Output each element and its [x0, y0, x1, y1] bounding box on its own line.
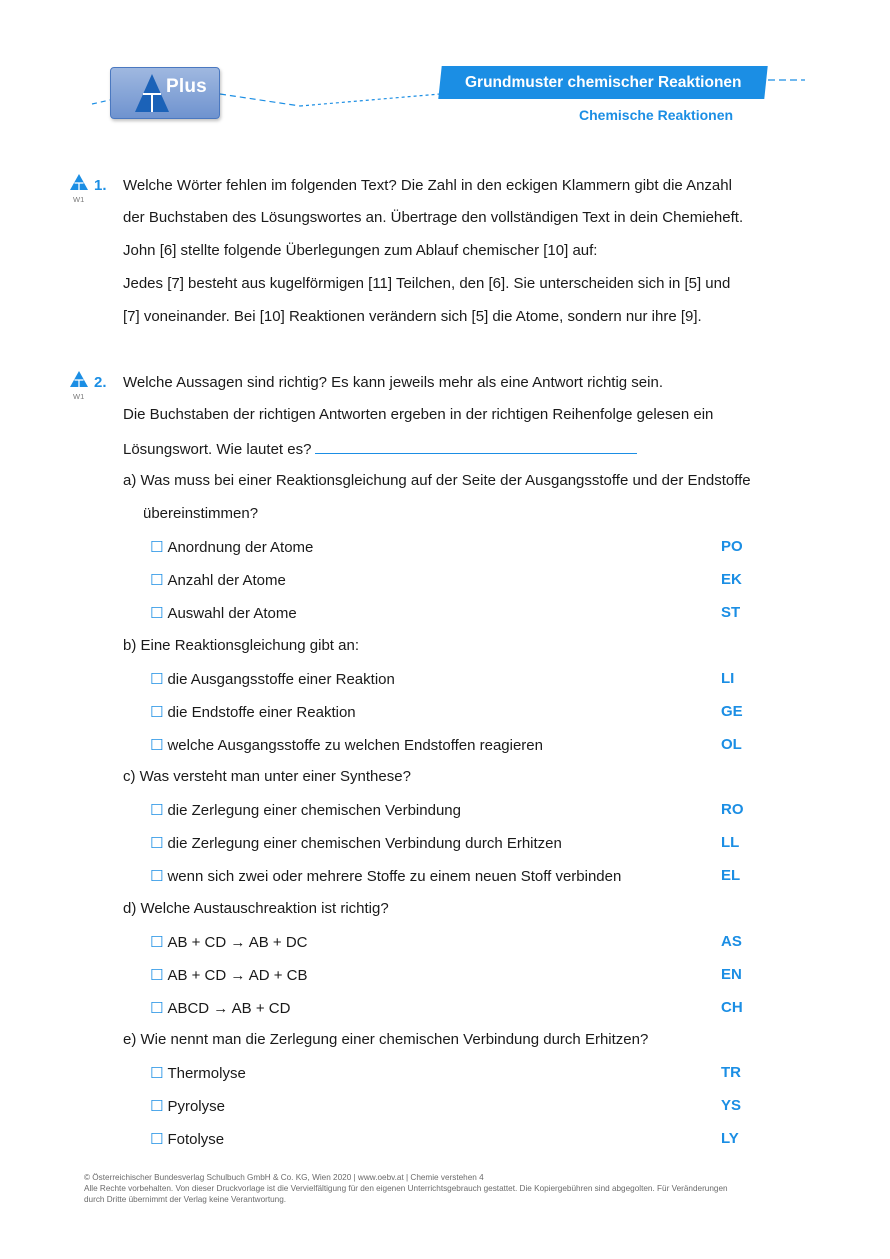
- solution-word-blank[interactable]: [315, 439, 637, 454]
- footer-disclaimer: durch Dritte übernimmt der Verlag keine Verantwortung.: [84, 1195, 287, 1204]
- answer-option[interactable]: [150, 1130, 224, 1148]
- question-e: e) Wie nennt man die Zerlegung einer chemischen Verbindung durch Erhitzen?: [123, 1031, 649, 1048]
- answer-code: YS: [721, 1097, 742, 1114]
- answer-text: ABCD → AB + CD: [167, 1000, 291, 1017]
- answer-option[interactable]: [150, 670, 395, 688]
- answer-text: Pyrolyse: [167, 1098, 225, 1115]
- checkbox-icon[interactable]: ☐: [150, 934, 164, 951]
- answer-code: ST: [721, 604, 741, 621]
- task-level-icon: [69, 370, 89, 388]
- footer-rights: Alle Rechte vorbehalten. Von dieser Druckvorlage ist die Vervielfältigung für den eigenen Unterrichtsgebrauch gestattet. Die Kopiergebühren sind abgegolten. Für Veränderungen: [84, 1184, 728, 1193]
- checkbox-icon[interactable]: ☐: [150, 572, 164, 589]
- task-number: 2.: [94, 374, 107, 391]
- answer-text: Auswahl der Atome: [167, 605, 297, 622]
- checkbox-icon[interactable]: ☐: [150, 539, 164, 556]
- task-text-line: Die Buchstaben der richtigen Antworten ergeben in der richtigen Reihenfolge gelesen ein: [123, 406, 714, 423]
- task-text-line: der Buchstaben des Lösungswortes an. Übertrage den vollständigen Text in dein Chemieheft.: [123, 209, 744, 226]
- answer-text: die Zerlegung einer chemischen Verbindung: [167, 802, 461, 819]
- answer-text: wenn sich zwei oder mehrere Stoffe zu einem neuen Stoff verbinden: [167, 868, 622, 885]
- task-level: W1: [73, 392, 85, 401]
- answer-text: die Zerlegung einer chemischen Verbindung durch Erhitzen: [167, 835, 562, 852]
- question-d: d) Welche Austauschreaktion ist richtig?: [123, 900, 389, 917]
- answer-option[interactable]: [150, 571, 286, 589]
- answer-option[interactable]: [150, 703, 356, 721]
- answer-text: Anzahl der Atome: [167, 572, 286, 589]
- answer-text: die Endstoffe einer Reaktion: [167, 704, 356, 721]
- answer-text: Thermolyse: [167, 1065, 246, 1082]
- answer-option[interactable]: [150, 867, 621, 885]
- answer-code: AS: [721, 933, 742, 950]
- task-level: W1: [73, 195, 85, 204]
- answer-text: Fotolyse: [167, 1131, 225, 1148]
- answer-text: welche Ausgangsstoffe zu welchen Endstoffen reagieren: [167, 737, 543, 754]
- checkbox-icon[interactable]: ☐: [150, 671, 164, 688]
- answer-option[interactable]: [150, 1097, 225, 1115]
- checkbox-icon[interactable]: ☐: [150, 1098, 164, 1115]
- answer-option[interactable]: [150, 999, 290, 1017]
- plus-logo: [110, 67, 220, 119]
- footer: [84, 1172, 804, 1205]
- answer-option[interactable]: [150, 834, 562, 852]
- answer-option[interactable]: [150, 538, 313, 556]
- answer-option[interactable]: [150, 736, 543, 754]
- task-text-line: John [6] stellte folgende Überlegungen zum Ablauf chemischer [10] auf:: [123, 242, 598, 259]
- answer-text: AB + CD → AD + CB: [167, 967, 308, 984]
- answer-code: PO: [721, 538, 743, 555]
- checkbox-icon[interactable]: ☐: [150, 835, 164, 852]
- answer-code: LY: [721, 1130, 739, 1147]
- question-a: a) Was muss bei einer Reaktionsgleichung auf der Seite der Ausgangsstoffe und der Endstoffe: [123, 472, 751, 489]
- checkbox-icon[interactable]: ☐: [150, 868, 164, 885]
- chapter-title: Grundmuster chemischer Reaktionen: [464, 74, 742, 91]
- answer-code: RO: [721, 801, 744, 818]
- answer-code: EL: [721, 867, 741, 884]
- answer-option[interactable]: [150, 966, 308, 984]
- checkbox-icon[interactable]: ☐: [150, 737, 164, 754]
- answer-code: EN: [721, 966, 742, 983]
- question-b: b) Eine Reaktionsgleichung gibt an:: [123, 637, 359, 654]
- answer-option[interactable]: [150, 1064, 246, 1082]
- answer-code: LL: [721, 834, 740, 851]
- answer-text: Anordnung der Atome: [167, 539, 314, 556]
- task-level-icon: [69, 173, 89, 191]
- answer-text: AB + CD → AB + DC: [167, 934, 308, 951]
- chapter-subtitle: Chemische Reaktionen: [579, 107, 734, 123]
- answer-text: die Ausgangsstoffe einer Reaktion: [167, 671, 395, 688]
- answer-code: TR: [721, 1064, 741, 1081]
- task-text-line: Welche Wörter fehlen im folgenden Text? Die Zahl in den eckigen Klammern gibt die Anzahl: [123, 177, 732, 194]
- task-text-line: Jedes [7] besteht aus kugelförmigen [11] Teilchen, den [6]. Sie unterscheiden sich in [5] und: [123, 275, 731, 292]
- plus-logo-text: Plus: [166, 76, 207, 97]
- task-text-line: [7] voneinander. Bei [10] Reaktionen verändern sich [5] die Atome, sondern nur ihre [9].: [123, 308, 702, 325]
- checkbox-icon[interactable]: ☐: [150, 802, 164, 819]
- checkbox-icon[interactable]: ☐: [150, 1131, 164, 1148]
- question-c: c) Was versteht man unter einer Synthese?: [123, 768, 411, 785]
- answer-code: GE: [721, 703, 743, 720]
- checkbox-icon[interactable]: ☐: [150, 1000, 164, 1017]
- answer-code: EK: [721, 571, 742, 588]
- question-a-continued: übereinstimmen?: [143, 505, 259, 522]
- checkbox-icon[interactable]: ☐: [150, 704, 164, 721]
- checkbox-icon[interactable]: ☐: [150, 967, 164, 984]
- task-number: 1.: [94, 177, 107, 194]
- task-text-line: Lösungswort. Wie lautet es?: [123, 441, 312, 458]
- checkbox-icon[interactable]: ☐: [150, 605, 164, 622]
- checkbox-icon[interactable]: ☐: [150, 1065, 164, 1082]
- answer-code: OL: [721, 736, 742, 753]
- answer-option[interactable]: [150, 933, 308, 951]
- answer-option[interactable]: [150, 801, 461, 819]
- footer-copyright: © Österreichischer Bundesverlag Schulbuch GmbH & Co. KG, Wien 2020 | www.oebv.at | Chemie verstehen 4: [84, 1173, 484, 1182]
- answer-code: LI: [721, 670, 735, 687]
- task-text-line: Welche Aussagen sind richtig? Es kann jeweils mehr als eine Antwort richtig sein.: [123, 374, 663, 391]
- answer-option[interactable]: [150, 604, 297, 622]
- answer-code: CH: [721, 999, 743, 1016]
- solution-line: [123, 439, 637, 458]
- chapter-banner: [438, 66, 767, 99]
